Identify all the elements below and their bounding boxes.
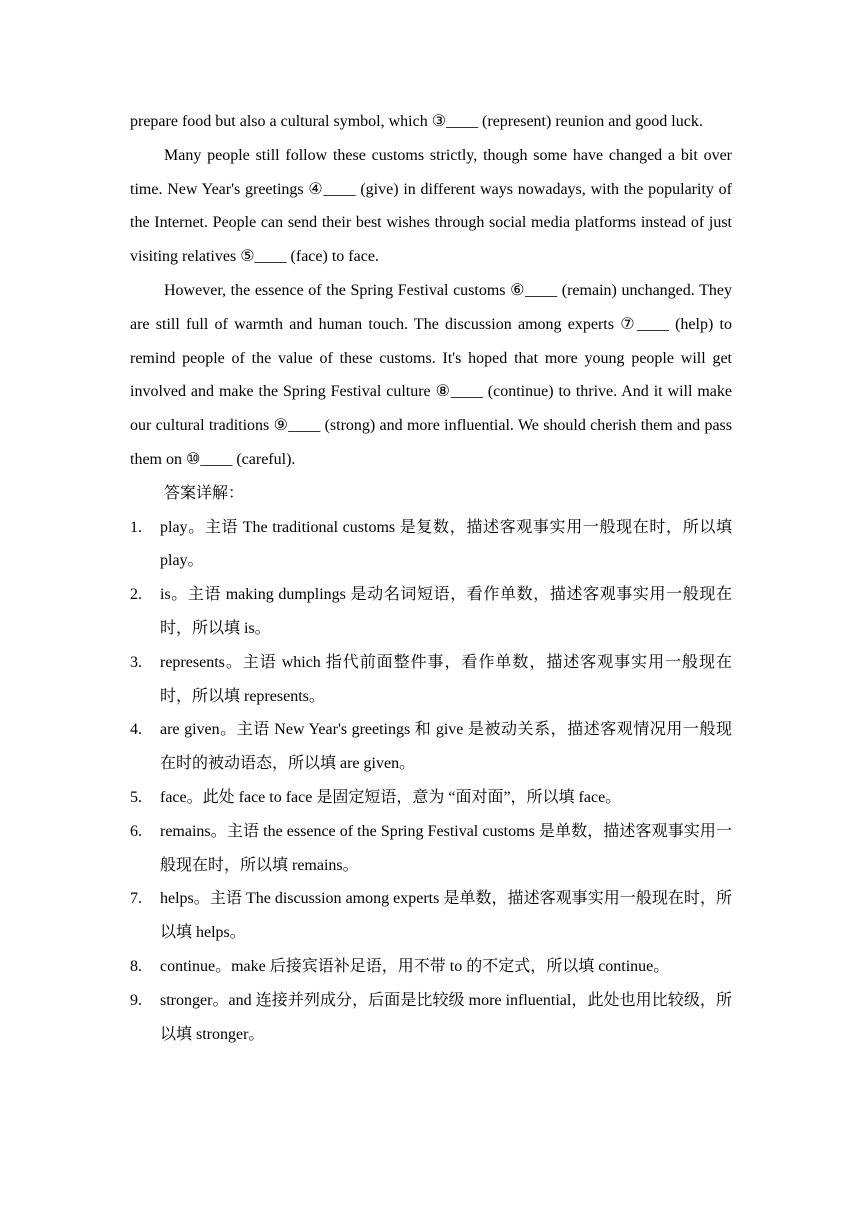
answer-number: 6. xyxy=(130,822,142,840)
answer-text: stronger。and 连接并列成分，后面是比较级 more influential，此处也用比较级，所以填 stronger。 xyxy=(160,991,732,1043)
answer-list xyxy=(130,511,732,1052)
answer-item xyxy=(130,646,732,714)
answer-item xyxy=(130,984,732,1052)
passage-paragraph-1-tail: prepare food but also a cultural symbol, which ③____ (represent) reunion and good luck. xyxy=(130,113,703,130)
answer-text: represents。主语 which 指代前面整件事，看作单数，描述客观事实用一般现在时，所以填 represents。 xyxy=(160,653,732,705)
answer-number: 1. xyxy=(130,518,142,536)
answer-item xyxy=(130,713,732,781)
answer-text: are given。主语 New Year's greetings 和 give 是被动关系，描述客观情况用一般现在时的被动语态，所以填 are given。 xyxy=(160,721,732,773)
answer-number: 8. xyxy=(130,957,142,975)
answer-item xyxy=(130,882,732,950)
passage-paragraph-2: Many people still follow these customs strictly, though some have changed a bit over time. New Year's greetings ④____ (give) in different ways nowadays, with the popularity of the Internet. People can send their best wishes through social media platforms instead of just visiting relatives ⑤____ (face) to face. xyxy=(130,146,732,266)
answer-item xyxy=(130,578,732,646)
answer-text: continue。make 后接宾语补足语，用不带 to 的不定式，所以填 continue。 xyxy=(160,957,670,975)
answer-text: helps。主语 The discussion among experts 是单数，描述客观事实用一般现在时，所以填 helps。 xyxy=(160,890,732,942)
passage-paragraph-3: However, the essence of the Spring Festival customs ⑥____ (remain) unchanged. They are still full of warmth and human touch. The discussion among experts ⑦____ (help) to remind people of the value of these customs. It's hoped that more young people will get involved and make the Spring Festival culture ⑧____ (continue) to thrive. And it will make our cultural traditions ⑨____ (strong) and more influential. We should cherish them and pass them on ⑩____ (careful). xyxy=(130,281,732,468)
answer-number: 2. xyxy=(130,586,142,604)
answer-number: 4. xyxy=(130,721,142,739)
answer-number: 5. xyxy=(130,788,142,806)
answers-heading: 答案详解： xyxy=(164,484,245,502)
answer-text: is。主语 making dumplings 是动名词短语，看作单数，描述客观事实用一般现在时，所以填 is。 xyxy=(160,586,732,637)
document-content xyxy=(130,105,732,1051)
answer-text: remains。主语 the essence of the Spring Festival customs 是单数，描述客观事实用一般现在时，所以填 remains。 xyxy=(160,822,732,874)
answer-item xyxy=(130,781,732,815)
answer-item xyxy=(130,511,732,579)
answer-text: play。主语 The traditional customs 是复数，描述客观事实用一般现在时，所以填 play。 xyxy=(160,518,732,570)
answer-item xyxy=(130,950,732,984)
answer-number: 3. xyxy=(130,653,142,671)
answer-item xyxy=(130,815,732,883)
answer-text: face。此处 face to face 是固定短语，意为 “面对面”，所以填 face。 xyxy=(160,788,622,806)
answer-number: 9. xyxy=(130,991,142,1009)
answer-number: 7. xyxy=(130,890,142,908)
